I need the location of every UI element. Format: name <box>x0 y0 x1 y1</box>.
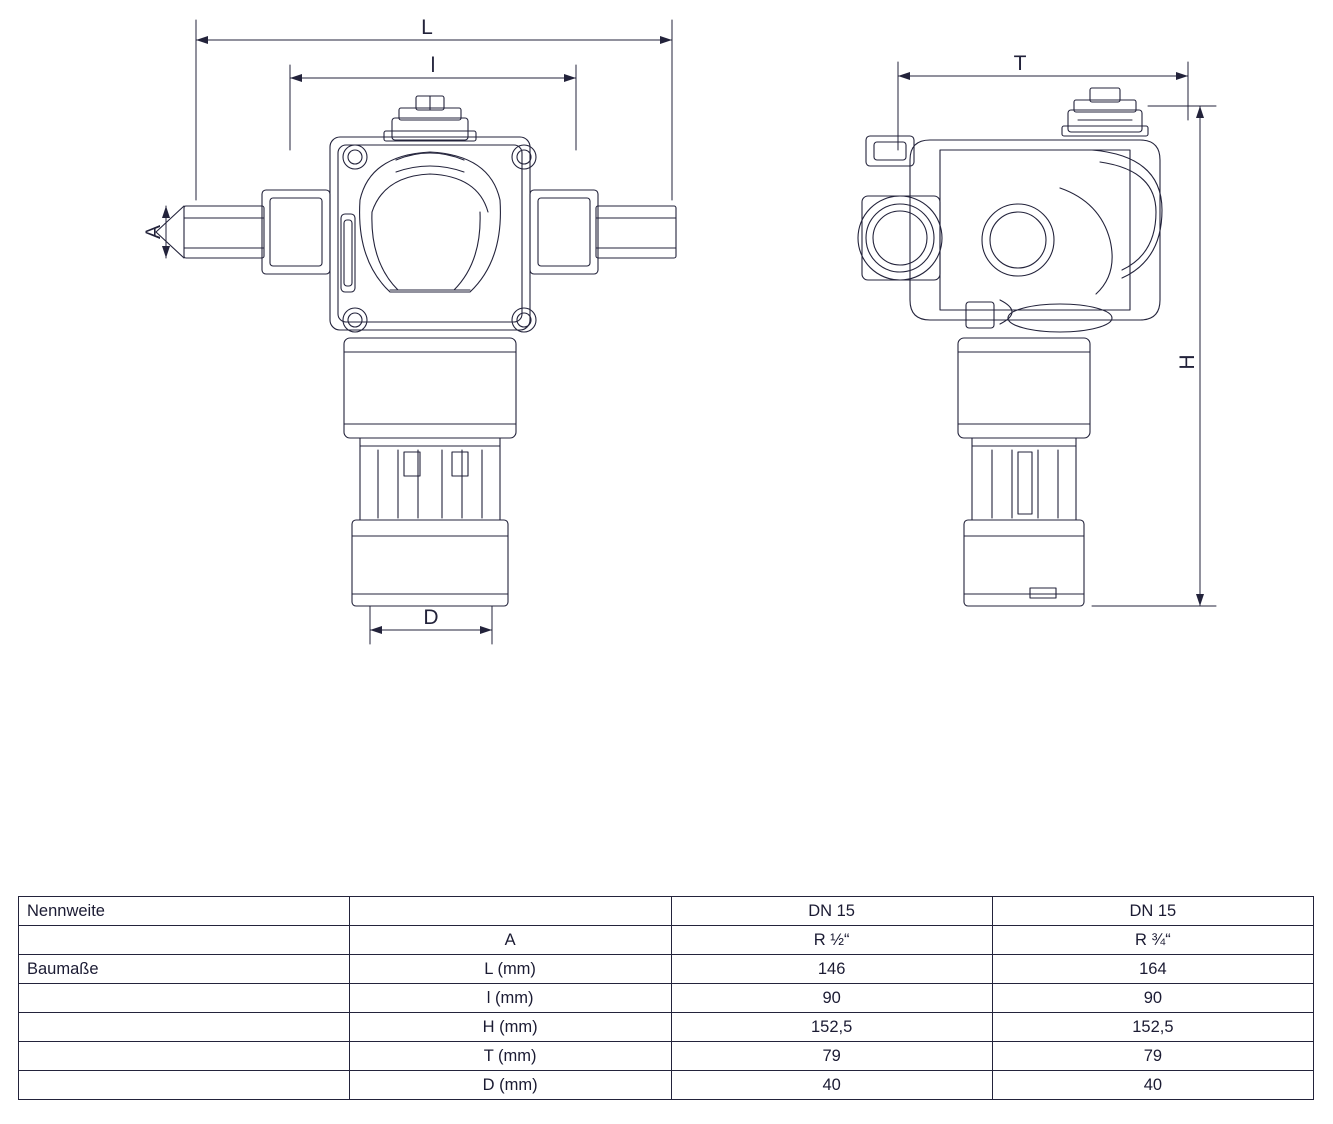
row-symbol: L (mm) <box>349 955 671 984</box>
row-label <box>19 1071 350 1100</box>
specification-table <box>18 896 1314 1100</box>
row-value-2: 90 <box>992 984 1313 1013</box>
row-value-1: 79 <box>671 1042 992 1071</box>
row-symbol: D (mm) <box>349 1071 671 1100</box>
front-view-group <box>156 20 676 644</box>
row-symbol: T (mm) <box>349 1042 671 1071</box>
row-label <box>19 1042 350 1071</box>
dimension-label-H: H <box>1176 354 1199 370</box>
dimension-label-D: D <box>423 606 439 629</box>
row-symbol: A <box>349 926 671 955</box>
row-symbol: H (mm) <box>349 1013 671 1042</box>
table-row <box>19 1042 1314 1071</box>
row-value-1: DN 15 <box>671 897 992 926</box>
dimension-label-l: l <box>430 54 436 77</box>
row-label: Baumaße <box>19 955 350 984</box>
row-value-2: DN 15 <box>992 897 1313 926</box>
dimension-label-L: L <box>421 16 433 39</box>
row-value-2: R ¾“ <box>992 926 1313 955</box>
table-row <box>19 984 1314 1013</box>
row-value-2: 164 <box>992 955 1313 984</box>
dimension-T <box>898 62 1188 150</box>
row-value-2: 79 <box>992 1042 1313 1071</box>
row-value-2: 152,5 <box>992 1013 1313 1042</box>
table-row <box>19 955 1314 984</box>
row-label: Nennweite <box>19 897 350 926</box>
row-label <box>19 984 350 1013</box>
dimension-label-A: A <box>142 224 165 240</box>
row-symbol: l (mm) <box>349 984 671 1013</box>
row-value-1: 90 <box>671 984 992 1013</box>
table-row <box>19 926 1314 955</box>
row-symbol <box>349 897 671 926</box>
row-value-1: 152,5 <box>671 1013 992 1042</box>
row-label <box>19 1013 350 1042</box>
row-value-1: 40 <box>671 1071 992 1100</box>
row-label <box>19 926 350 955</box>
table-row <box>19 1013 1314 1042</box>
table-row <box>19 1071 1314 1100</box>
side-view-group <box>858 62 1216 606</box>
row-value-2: 40 <box>992 1071 1313 1100</box>
dimension-label-T: T <box>1013 52 1027 75</box>
row-value-1: 146 <box>671 955 992 984</box>
row-value-1: R ½“ <box>671 926 992 955</box>
table-row <box>19 897 1314 926</box>
